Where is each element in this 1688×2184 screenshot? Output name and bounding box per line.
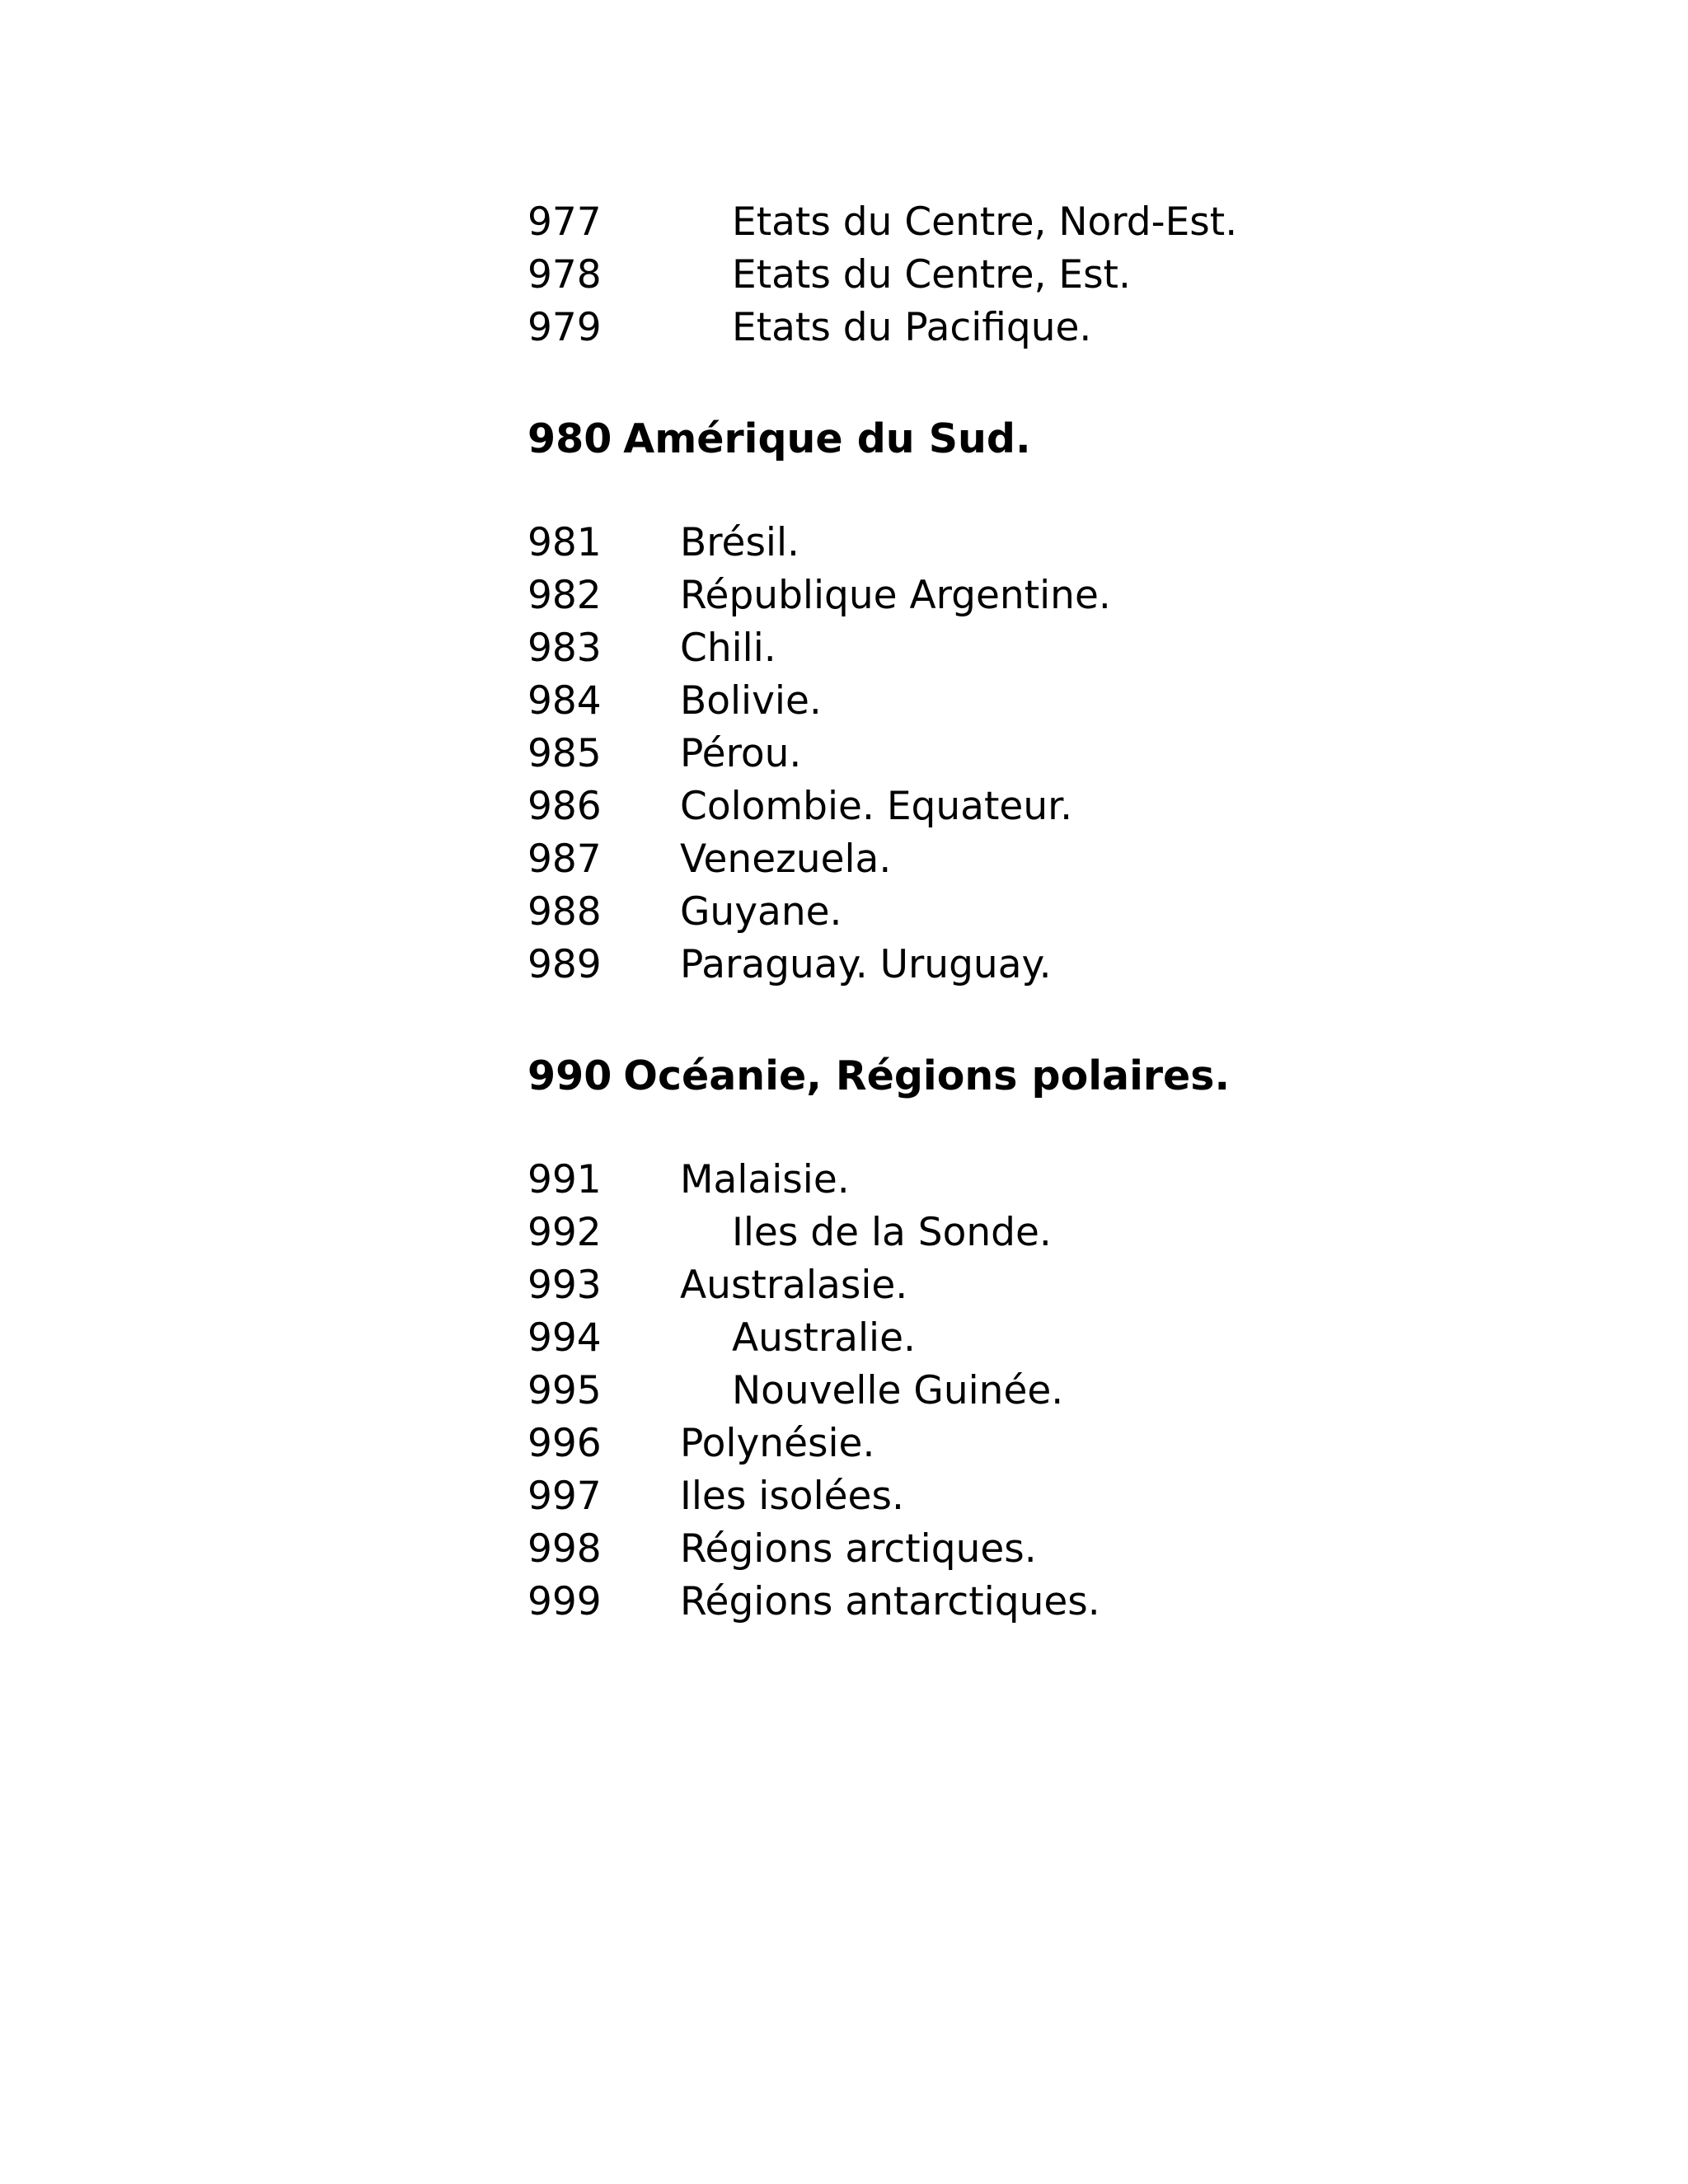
list-item [528, 196, 1517, 249]
entry-label: Paraguay. Uruguay. [680, 942, 1052, 987]
entry-label: Nouvelle Guinée. [732, 1368, 1064, 1413]
entry-code: 997 [528, 1474, 602, 1519]
entry-label: Malaisie. [680, 1157, 850, 1202]
entry-code: 999 [528, 1579, 602, 1624]
list-item [528, 1365, 1517, 1418]
list-item [528, 728, 1517, 780]
section-heading [528, 1047, 1599, 1105]
entry-label: Pérou. [680, 731, 802, 776]
entry-label: Polynésie. [680, 1421, 875, 1466]
heading-code: 980 [528, 415, 612, 462]
section-heading [528, 410, 1599, 468]
list-item [528, 1523, 1517, 1576]
heading-label: Amérique du Sud. [623, 415, 1031, 462]
entry-code: 994 [528, 1315, 602, 1361]
entry-code: 985 [528, 731, 602, 776]
list-item [528, 1259, 1517, 1312]
entry-label: Iles de la Sonde. [732, 1210, 1052, 1255]
list-item [528, 1312, 1517, 1365]
entry-label: Bolivie. [680, 678, 822, 724]
entry-label: Australasie. [680, 1263, 908, 1308]
entry-label: Guyane. [680, 889, 842, 935]
entry-code: 986 [528, 784, 602, 829]
heading-code: 990 [528, 1052, 612, 1099]
entry-code: 984 [528, 678, 602, 724]
entry-code: 991 [528, 1157, 602, 1202]
entry-label: Australie. [732, 1315, 916, 1361]
entry-code: 977 [528, 199, 602, 245]
list-item [528, 517, 1517, 569]
entry-label: Chili. [680, 626, 776, 671]
entry-label: Etats du Centre, Est. [732, 252, 1131, 298]
entry-code: 992 [528, 1210, 602, 1255]
entry-label: Etats du Pacifique. [732, 305, 1092, 350]
entry-code: 996 [528, 1421, 602, 1466]
heading-label: Océanie, Régions polaires. [623, 1052, 1231, 1099]
entry-code: 989 [528, 942, 602, 987]
entry-code: 981 [528, 520, 602, 565]
list-item [528, 780, 1517, 833]
list-item [528, 1418, 1517, 1470]
entry-code: 998 [528, 1526, 602, 1572]
entry-label: Brésil. [680, 520, 799, 565]
list-item [528, 675, 1517, 728]
list-item [528, 569, 1517, 622]
entry-label: Colombie. Equateur. [680, 784, 1073, 829]
entry-label: Venezuela. [680, 837, 892, 882]
list-item [528, 886, 1517, 939]
entry-code: 983 [528, 626, 602, 671]
entry-label: Régions antarctiques. [680, 1579, 1100, 1624]
list-item [528, 1576, 1517, 1629]
entry-code: 993 [528, 1263, 602, 1308]
list-item [528, 1154, 1517, 1207]
list-item [528, 939, 1517, 991]
list-item [528, 833, 1517, 886]
entry-code: 979 [528, 305, 602, 350]
entry-code: 982 [528, 573, 602, 618]
entry-code: 995 [528, 1368, 602, 1413]
entry-label: Régions arctiques. [680, 1526, 1037, 1572]
entry-label: Iles isolées. [680, 1474, 904, 1519]
entry-code: 978 [528, 252, 602, 298]
entry-code: 987 [528, 837, 602, 882]
list-item [528, 302, 1517, 354]
list-item [528, 249, 1517, 302]
entry-label: Etats du Centre, Nord-Est. [732, 199, 1238, 245]
list-item [528, 622, 1517, 675]
entry-label: République Argentine. [680, 573, 1111, 618]
list-item [528, 1470, 1517, 1523]
entry-code: 988 [528, 889, 602, 935]
list-item [528, 1207, 1517, 1259]
